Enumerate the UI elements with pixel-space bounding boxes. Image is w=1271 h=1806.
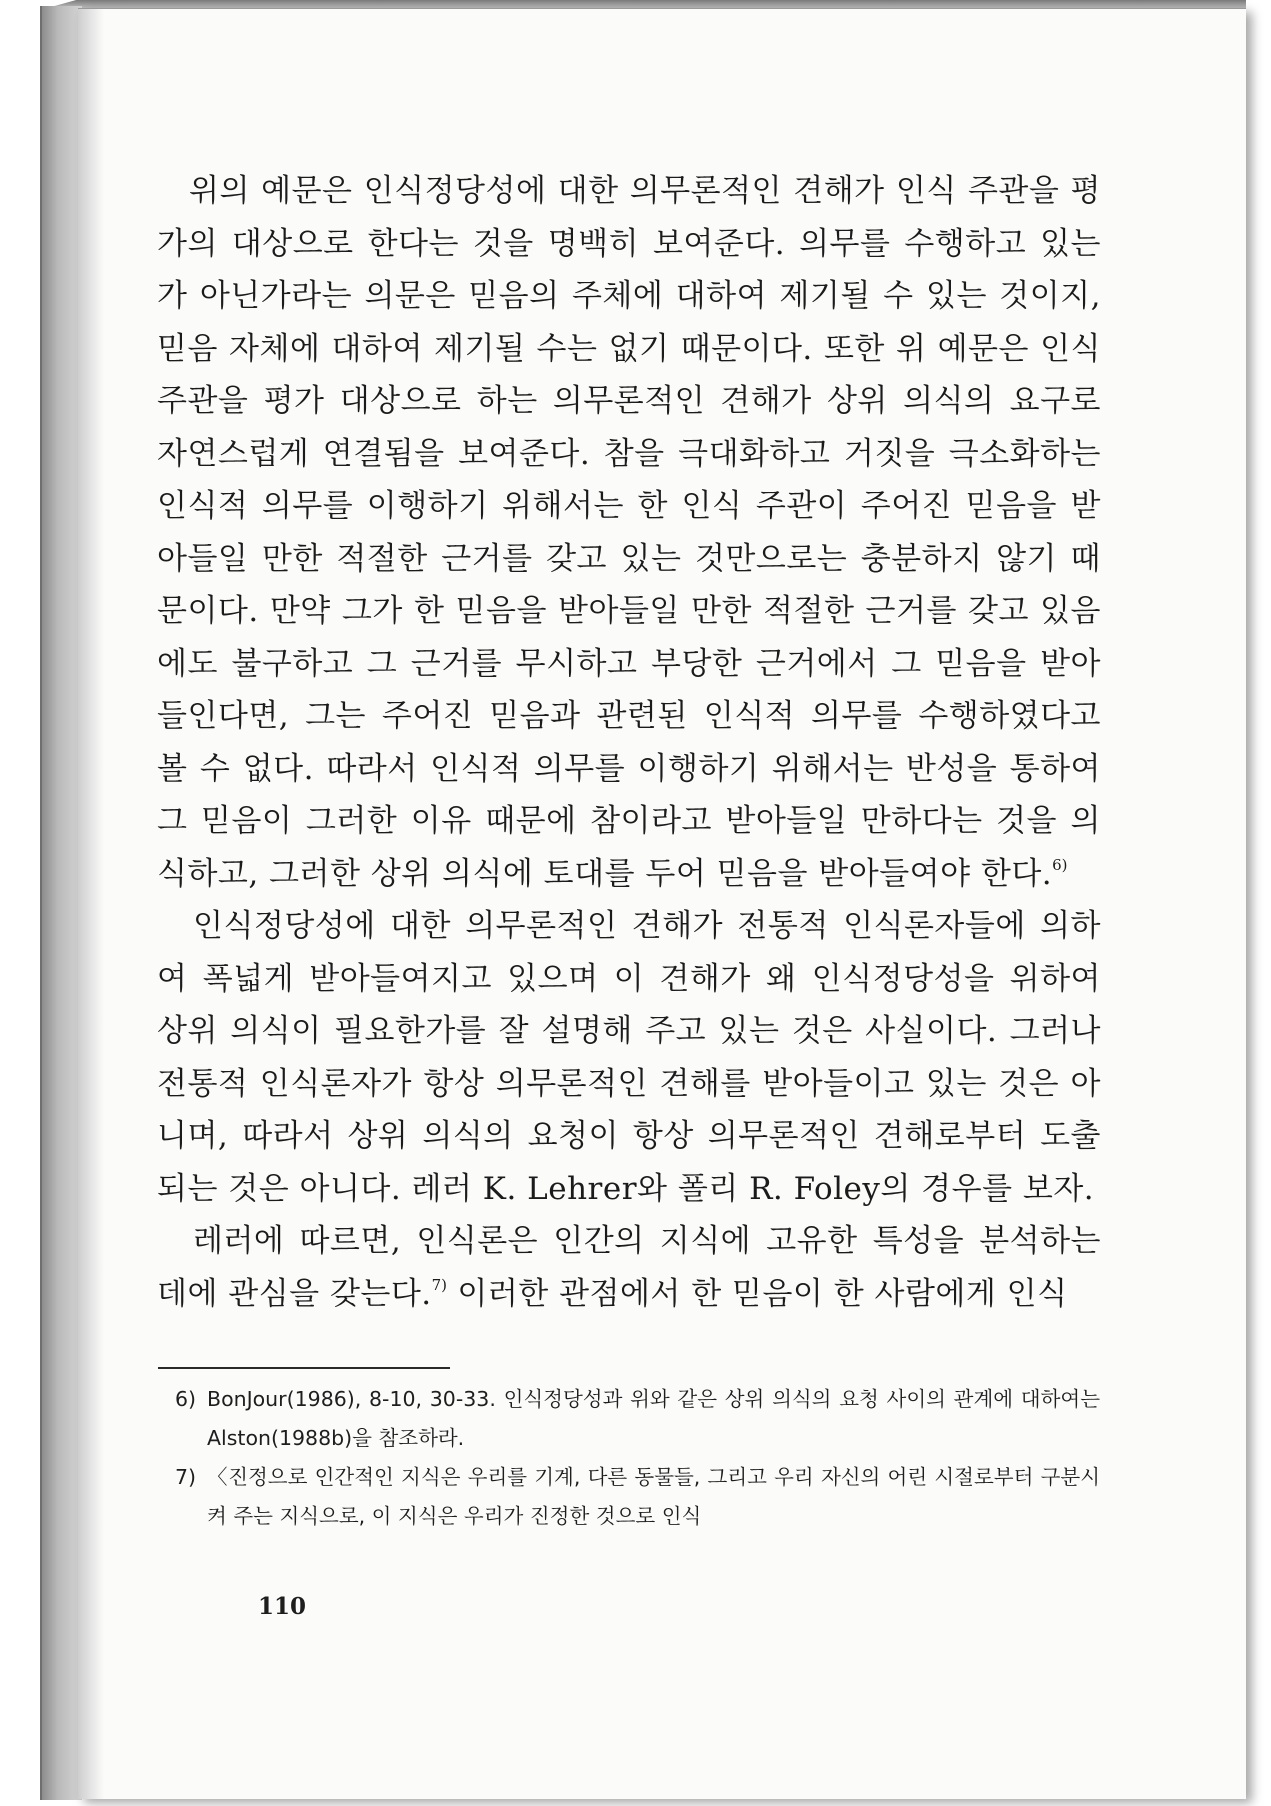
footnotes <box>175 1380 1100 1536</box>
footnote-6 <box>175 1380 1100 1458</box>
footnote-7-text: 〈진정으로 인간적인 지식은 우리를 기계, 다른 동물들, 그리고 우리 자신의 어린 시절로부터 구분시켜 주는 지식으로, 이 지식은 우리가 진정한 것으로 인식 <box>207 1465 1100 1528</box>
footnote-ref-6: 6) <box>1052 855 1068 874</box>
paragraph-3-continuation: 이러한 관점에서 한 믿음이 한 사람에게 인식 <box>457 1275 1068 1312</box>
body-text <box>157 165 1101 1320</box>
footnote-6-number: 6) <box>175 1387 197 1411</box>
book-page-edges <box>40 6 82 1800</box>
paragraph-2 <box>157 900 1101 1215</box>
footnote-ref-7: 7) <box>431 1275 448 1294</box>
page-number: 110 <box>258 1593 307 1620</box>
paragraph-2-text: 인식정당성에 대한 의무론적인 견해가 전통적 인식론자들에 의하여 폭넓게 받아들여지고 있으며 이 견해가 왜 인식정당성을 위하여 상위 의식이 필요한가를 잘 설명해 주고 있는 것은 사실이다. 그러나 전통적 인식론자가 항상 의무론적인 견해를 받아들이고 있는 것은 아니며, 따라서 상위 의식의 요청이 항상 의무론적인 견해로부터 도출되는 것은 아니다. 레러 K. Lehrer와 폴리 R. Foley의 경우를 보자. <box>157 908 1101 1207</box>
footnote-7 <box>175 1458 1100 1536</box>
paragraph-3 <box>157 1215 1101 1320</box>
footnote-divider <box>158 1367 450 1369</box>
paragraph-1 <box>157 165 1101 900</box>
footnote-7-number: 7) <box>175 1465 197 1489</box>
page-gutter-shadow <box>78 9 104 1799</box>
paragraph-3-text: 레러에 따르면, 인식론은 인간의 지식에 고유한 특성을 분석하는 데에 관심을 갖는다. <box>157 1223 1101 1312</box>
paragraph-1-text: 위의 예문은 인식정당성에 대한 의무론적인 견해가 인식 주관을 평가의 대상으로 한다는 것을 명백히 보여준다. 의무를 수행하고 있는가 아닌가라는 의문은 믿음의 주체에 대하여 제기될 수 있는 것이지, 믿음 자체에 대하여 제기될 수는 없기 때문이다. 또한 위 예문은 인식 주관을 평가 대상으로 하는 의무론적인 견해가 상위 의식의 요구로 자연스럽게 연결됨을 보여준다. 참을 극대화하고 거짓을 극소화하는 인식적 의무를 이행하기 위해서는 한 인식 주관이 주어진 믿음을 받아들일 만한 적절한 근거를 갖고 있는 것만으로는 충분하지 않기 때문이다. 만약 그가 한 믿음을 받아들일 만한 적절한 근거를 갖고 있음에도 불구하고 그 근거를 무시하고 부당한 근거에서 그 믿음을 받아들인다면, 그는 주어진 믿음과 관련된 인식적 의무를 수행하였다고 볼 수 없다. 따라서 인식적 의무를 이행하기 위해서는 반성을 통하여 그 믿음이 그러한 이유 때문에 참이라고 받아들일 만하다는 것을 의식하고, 그러한 상위 의식에 토대를 두어 믿음을 받아들여야 한다. <box>157 173 1101 892</box>
footnote-6-text: BonJour(1986), 8-10, 30-33. 인식정당성과 위와 같은 상위 의식의 요청 사이의 관계에 대하여는 Alston(1988b)을 참조하라. <box>207 1387 1100 1450</box>
